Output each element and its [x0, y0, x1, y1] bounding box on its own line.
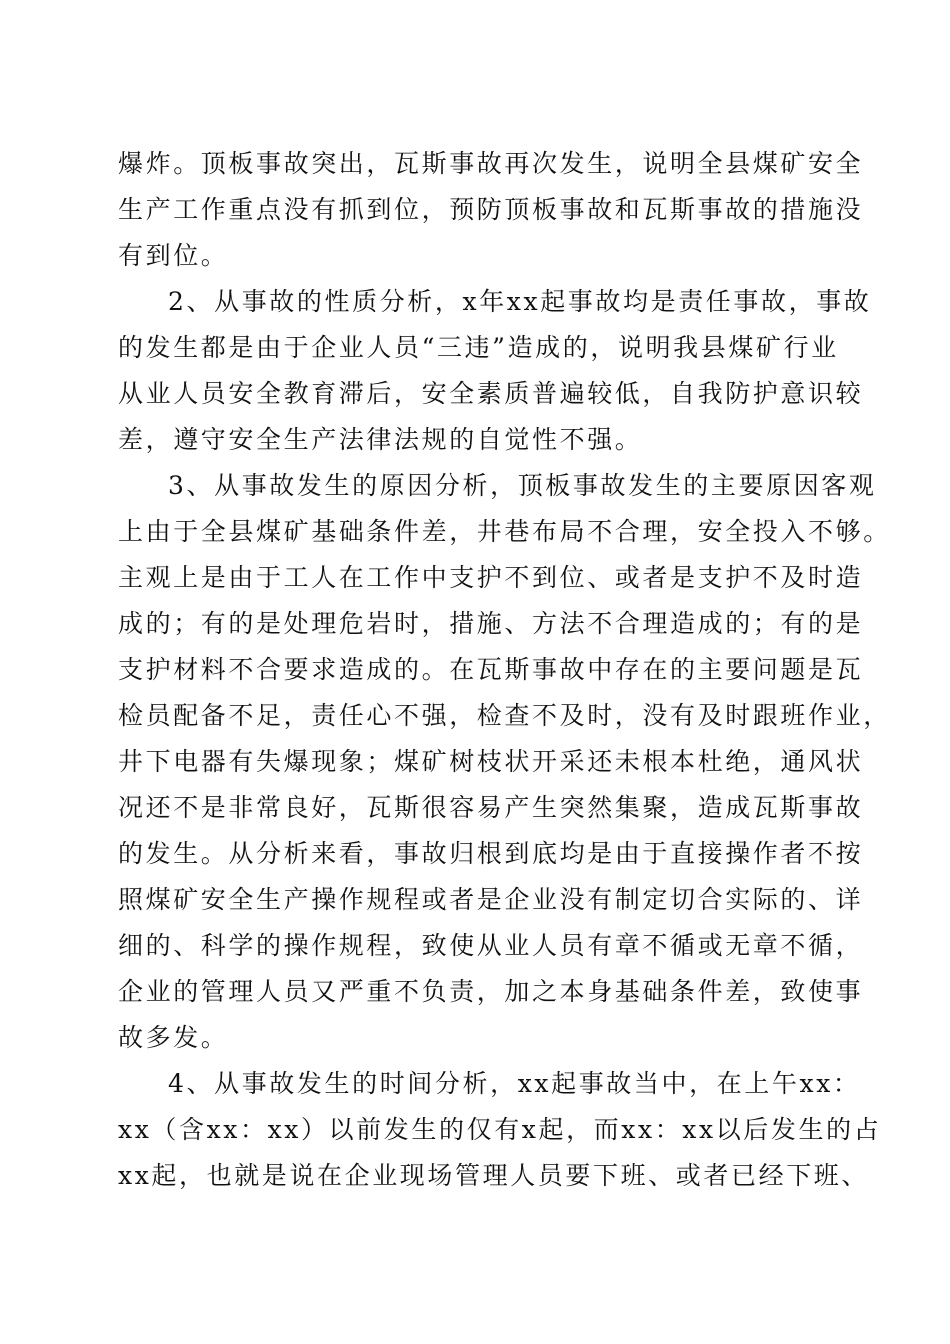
text-line: 井下电器有失爆现象；煤矿树枝状开采还未根本杜绝，通风状 — [118, 747, 864, 776]
text-line: 况还不是非常良好，瓦斯很容易产生突然集聚，造成瓦斯事故 — [118, 793, 864, 822]
body-text — [118, 141, 891, 1199]
text-line: 成的；有的是处理危岩时，措施、方法不合理造成的；有的是 — [118, 609, 864, 638]
text-line: 的发生。从分析来看，事故归根到底均是由于直接操作者不按 — [118, 839, 864, 868]
text-line: 的发生都是由于企业人员“三违”造成的，说明我县煤矿行业 — [118, 333, 839, 362]
text-line: 主观上是由于工人在工作中支护不到位、或者是支护不及时造 — [118, 563, 864, 592]
text-line: 照煤矿安全生产操作规程或者是企业没有制定切合实际的、详 — [118, 885, 864, 914]
text-line: 生产工作重点没有抓到位，预防顶板事故和瓦斯事故的措施没 — [118, 195, 864, 224]
text-line: 支护材料不合要求造成的。在瓦斯事故中存在的主要问题是瓦 — [118, 655, 864, 684]
text-line: 检员配备不足，责任心不强，检查不及时，没有及时跟班作业， — [118, 701, 891, 730]
text-line: 上由于全县煤矿基础条件差，井巷布局不合理，安全投入不够。 — [118, 517, 891, 546]
text-line: 爆炸。顶板事故突出，瓦斯事故再次发生，说明全县煤矿安全 — [118, 149, 864, 178]
paragraph-2-start: 2、从事故的性质分析，x年xx起事故均是责任事故，事故 — [168, 287, 872, 316]
text-line: 有到位。 — [118, 241, 229, 270]
text-line: xx起，也就是说在企业现场管理人员要下班、或者已经下班、 — [118, 1161, 870, 1190]
text-line: 故多发。 — [118, 1023, 229, 1052]
text-line: xx（含xx：xx）以前发生的仅有x起，而xx：xx以后发生的占 — [118, 1115, 882, 1144]
text-line: 差，遵守安全生产法律法规的自觉性不强。 — [118, 425, 643, 454]
text-line: 从业人员安全教育滞后，安全素质普遍较低，自我防护意识较 — [118, 379, 864, 408]
paragraph-4-start: 4、从事故发生的时间分析，xx起事故当中，在上午xx： — [168, 1069, 861, 1098]
text-line: 细的、科学的操作规程，致使从业人员有章不循或无章不循， — [118, 931, 864, 960]
paragraph-3-start: 3、从事故发生的原因分析，顶板事故发生的主要原因客观 — [168, 471, 877, 500]
text-line: 企业的管理人员又严重不负责，加之本身基础条件差，致使事 — [118, 977, 864, 1006]
